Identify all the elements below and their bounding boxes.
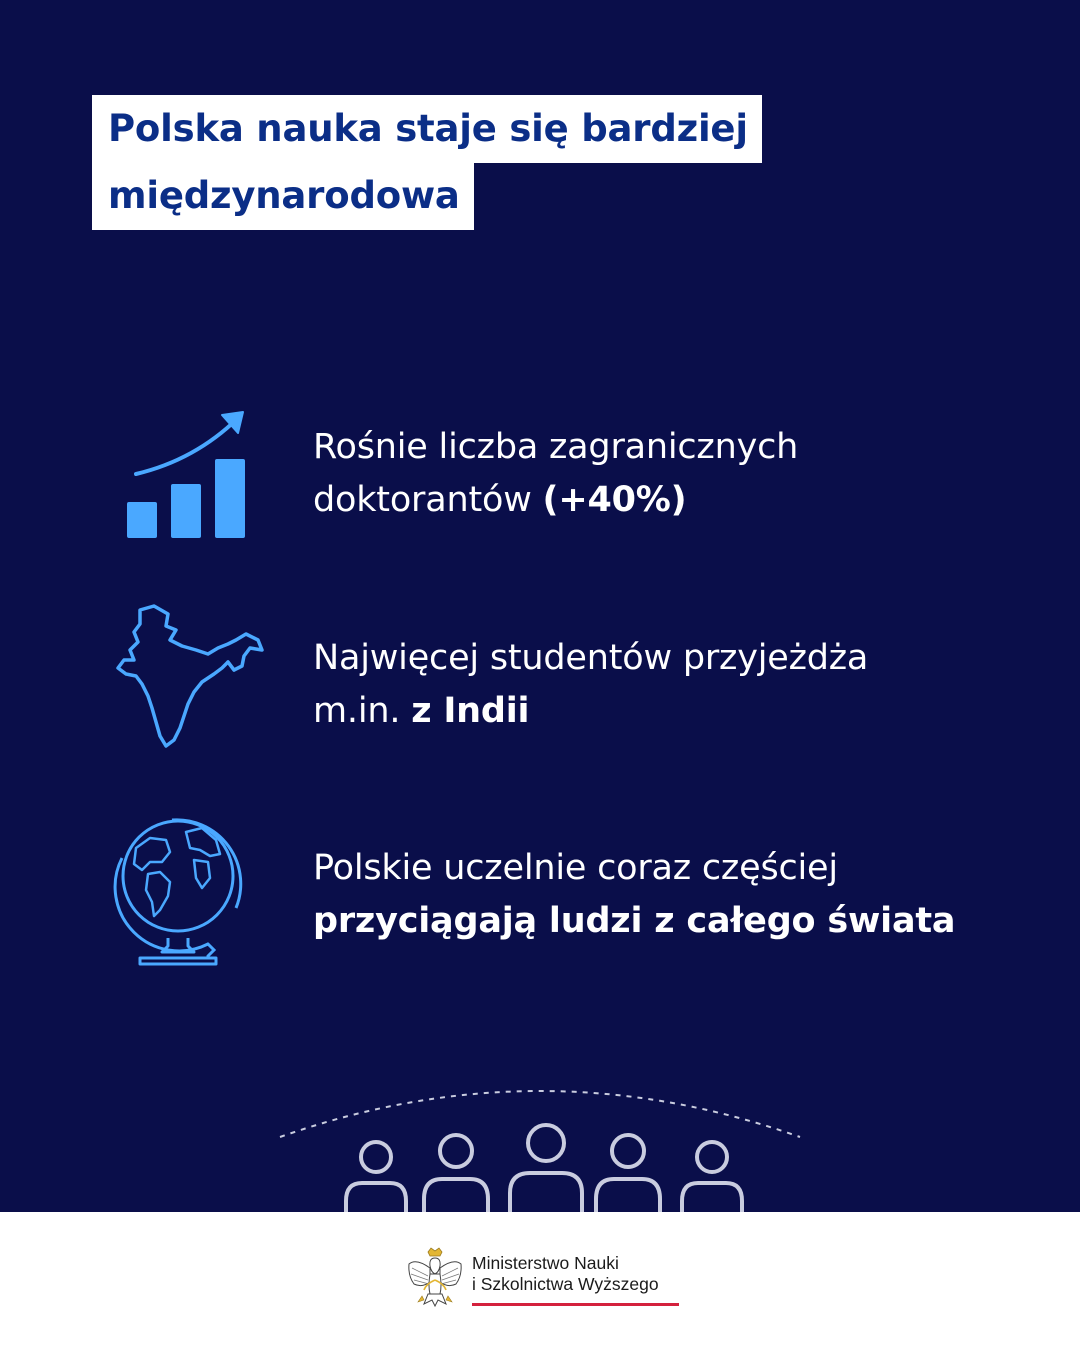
white-eagle-emblem-icon [406,1246,464,1308]
feature-india-text [313,632,1013,738]
red-accent-line [472,1303,679,1306]
feature-phd-text [313,421,1013,527]
feature-india-regular: m.in. [313,691,412,731]
feature-universities-bold: przyciągają ludzi z całego świata [313,901,956,941]
feature-phd-stat: (+40%) [542,480,687,520]
feature-universities-line2 [313,895,1013,948]
growth-chart-icon [110,405,250,545]
people-crowd-icon [270,1075,810,1212]
globe-icon [110,812,250,972]
page-title [92,95,762,230]
feature-india-line2 [313,685,1013,738]
title-line-1: Polska nauka staje się bardziej [92,95,762,163]
title-line-2: międzynarodowa [92,162,474,230]
ministry-logo [406,1246,676,1322]
feature-universities-text [313,842,1013,948]
ministry-name [472,1253,659,1295]
feature-phd-line2 [313,474,1013,527]
feature-india-line1: Najwięcej studentów przyjeżdża [313,638,869,678]
india-map-icon [110,600,270,760]
ministry-name-line2: i Szkolnictwa Wyższego [472,1274,659,1294]
feature-universities-line1: Polskie uczelnie coraz częściej [313,848,838,888]
feature-india-country: z Indii [411,691,530,731]
ministry-name-line1: Ministerstwo Nauki [472,1253,619,1273]
footer [0,1212,1080,1350]
feature-phd-line1: Rośnie liczba zagranicznych [313,427,799,467]
feature-phd-regular: doktorantów [313,480,543,520]
